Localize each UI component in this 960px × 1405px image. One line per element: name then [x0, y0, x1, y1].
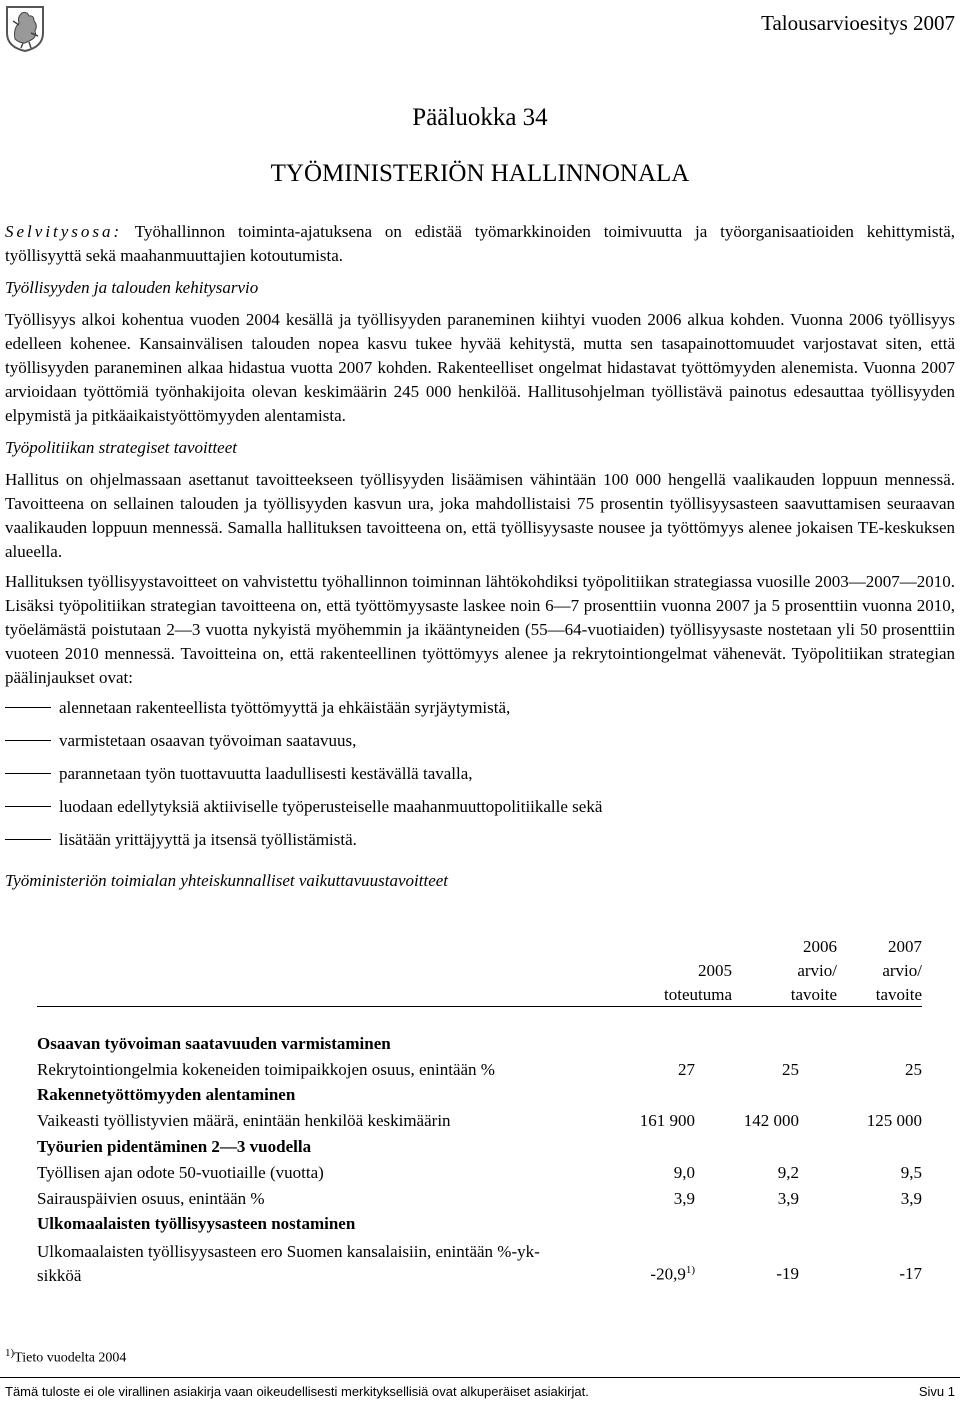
table-row: Vaikeasti työllistyvien määrä, enintään henkilöä keskimäärin 161 900 142 000 125 000: [37, 1111, 922, 1130]
table-group-heading: Ulkomaalaisten työllisyysasteen nostaminen: [37, 1214, 356, 1233]
list-item: varmistetaan osaavan työvoiman saatavuus,: [5, 729, 955, 762]
page-title: Pääluokka 34: [412, 104, 548, 131]
footer-disclaimer: Tämä tuloste ei ole virallinen asiakirja vaan oikeudellisesti merkityksellisiä ovat alkuperäiset asiakirjat.: [5, 1384, 589, 1399]
page-subtitle: TYÖMINISTERIÖN HALLINNONALA: [270, 160, 690, 187]
table-row: Ulkomaalaisten työllisyysasteen ero Suomen kansalaisiin, enintään %-yk- sikköä -20,9$^{1)}$ -19 -17: [37, 1242, 922, 1285]
dash-bullet: [5, 806, 51, 807]
column-header-2007: 2007 arvio/ tavoite: [875, 937, 922, 1004]
document-body: [5, 220, 955, 901]
column-header-2005: 2005 toteutuma: [664, 961, 732, 1004]
dash-bullet: [5, 707, 51, 708]
paragraph-outlook: Työllisyys alkoi kohentua vuoden 2004 kesällä ja työllisyyden paraneminen kiihtyi vuoden 2006 alkua kohden. Vuonna 2006 työllisyys edelleen kohenee. Kansainvälisen talouden nopea kasvu tukee hyvää kehitystä, mutta sen tasapainottomuudet varjostavat siten, että työllisyyden paraneminen alkaa hidastua vuotta 2007 kohden. Rakenteelliset ongelmat hidastavat työttömyyden alenemista. Vuonna 2007 arvioidaan työttömiä työnhakijoita olevan keskimäärin 245 000 henkilöä. Hallitusohjelman työllistävä painotus edesauttaa työllisyyden elpymistä ja pitkäaikaistyöttömyyden alentamista.: [5, 310, 955, 425]
impact-goals-table-header: [37, 935, 922, 1007]
intro-text: Työhallinnon toiminta-ajatuksena on edistää työmarkkinoiden toimivuutta ja työorganisaatioiden kehittymistä, työllisyyttä sekä maahanmuuttajien kotoutumista.: [5, 222, 955, 265]
table-row: Sairauspäivien osuus, enintään % 3,9 3,9 3,9: [37, 1189, 922, 1208]
table-divider: [37, 1006, 922, 1007]
section-heading-outlook: Työllisyyden ja talouden kehitysarvio: [5, 278, 259, 297]
lion-coat-of-arms-icon: [3, 3, 47, 53]
dash-bullet: [5, 740, 51, 741]
table-row: Työllisen ajan odote 50-vuotiaille (vuotta) 9,0 9,2 9,5: [37, 1163, 922, 1182]
table-row: Rekrytointiongelmia kokeneiden toimipaikkojen osuus, enintään % 27 25 25: [37, 1060, 922, 1079]
intro-paragraph: [5, 220, 955, 268]
column-header-2006: 2006 arvio/ tavoite: [790, 937, 837, 1004]
table-group-heading: Rakennetyöttömyyden alentaminen: [37, 1085, 296, 1104]
document-header-title: Talousarvioesitys 2007: [761, 11, 955, 35]
list-item: alennetaan rakenteellista työttömyyttä ja ehkäistään syrjäytymistä,: [5, 696, 955, 729]
intro-label: Selvitysosa:: [5, 222, 123, 241]
table-group-heading: Osaavan työvoiman saatavuuden varmistaminen: [37, 1034, 391, 1053]
table-group-heading: Työurien pidentäminen 2—3 vuodella: [37, 1137, 312, 1156]
paragraph-strategy-1: Hallitus on ohjelmassaan asettanut tavoitteekseen työllisyyden lisäämisen vähintään 100 000 hengellä vaalikauden loppuun mennessä. Tavoitteena on sellainen talouden ja työllisyyden kasvun ura, joka mahdollistaisi 75 prosentin työllisyysasteen saavuttamisen seuraavan vaalikauden loppuun mennessä. Samalla hallituksen tavoitteena on, että työllisyysaste nousee ja työttömyys alenee jokaisen TE-keskuksen alueella.: [5, 470, 955, 561]
list-item: lisätään yrittäjyyttä ja itsensä työllistämistä.: [5, 828, 955, 861]
section-heading-strategy: Työpolitiikan strategiset tavoitteet: [5, 438, 237, 457]
dash-bullet: [5, 839, 51, 840]
strategy-list: [5, 696, 955, 861]
footer-divider: [0, 1377, 960, 1378]
list-item: luodaan edellytyksiä aktiiviselle työperusteiselle maahanmuuttopolitiikalle sekä: [5, 795, 955, 828]
list-item: parannetaan työn tuottavuutta laadullisesti kestävällä tavalla,: [5, 762, 955, 795]
section-heading-impact-goals: Työministeriön toimialan yhteiskunnalliset vaikuttavuustavoitteet: [5, 871, 449, 890]
footnote: $^{1)}$Tieto vuodelta 2004: [5, 1347, 127, 1366]
page-number: Sivu 1: [918, 1384, 955, 1399]
dash-bullet: [5, 773, 51, 774]
paragraph-strategy-2: Hallituksen työllisyystavoitteet on vahvistettu työhallinnon toiminnan lähtökohdiksi työpolitiikan strategiassa vuosille 2003—2007—2010. Lisäksi työpolitiikan strategian tavoitteena on, että työttömyysaste laskee noin 6—7 prosenttiin vuonna 2007 ja 5 prosenttiin vuonna 2010, työelämästä poistutaan 2—3 vuotta nykyistä myöhemmin ja ikääntyneiden (55—64-vuotiaiden) työllisyysaste nostetaan yli 50 prosenttiin vuoteen 2010 mennessä. Tavoitteina on, että rakenteellinen työttömyys alenee ja rekrytointiongelmat vähenevät. Työpolitiikan strategian päälinjaukset ovat:: [5, 572, 955, 687]
